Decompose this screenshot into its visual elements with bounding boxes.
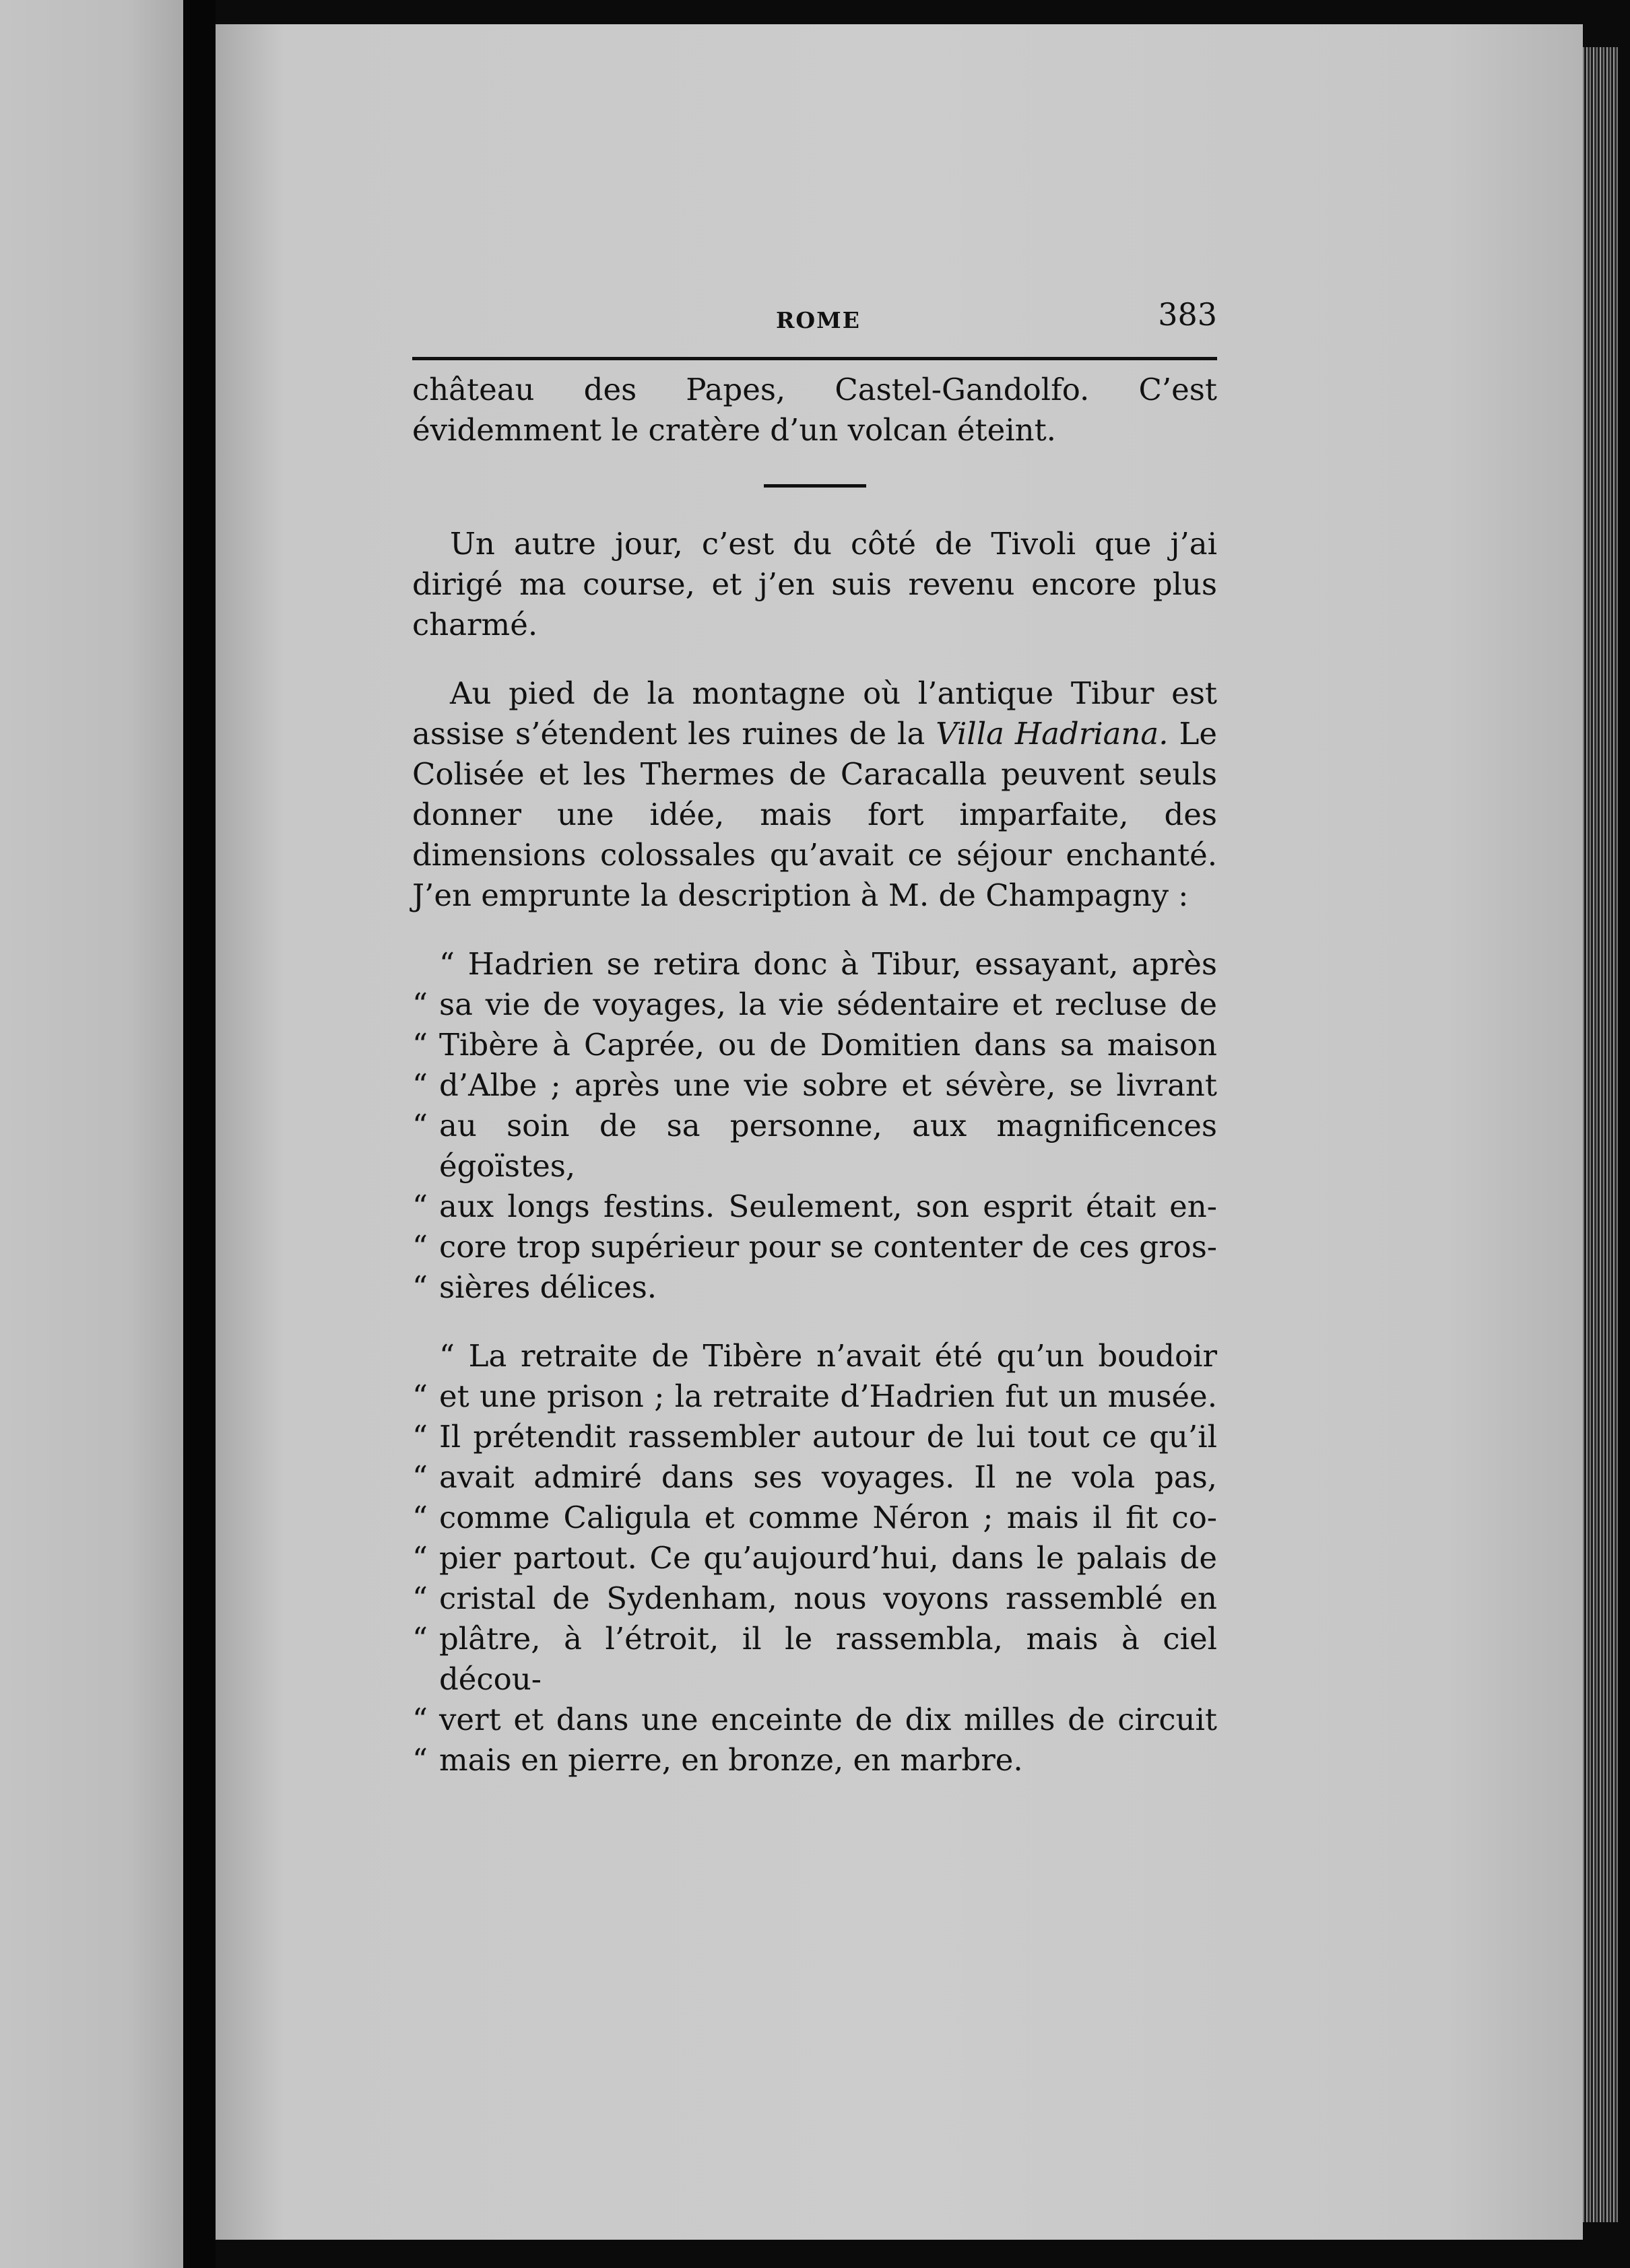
quote-mark: “ bbox=[412, 1378, 428, 1414]
quote-line: “ vert et dans une enceinte de dix milles de circuit bbox=[412, 1700, 1217, 1740]
paragraph-villa-text-2: Le Colisée et les Thermes de Caracalla peuvent seuls donner une idée, mais fort imparfaite, des dimensions colossales qu’avait ce séjour enchanté. J’en emprunte la description à M. de Champagny : bbox=[412, 716, 1217, 913]
quote-mark: “ bbox=[412, 1189, 428, 1224]
quote-mark: “ bbox=[412, 1500, 428, 1535]
quote-line: “ sa vie de voyages, la vie sédentaire et recluse de bbox=[412, 985, 1217, 1025]
running-head bbox=[412, 296, 1217, 343]
paragraph-villa-hadriana bbox=[412, 673, 1217, 916]
quotation-1 bbox=[412, 944, 1217, 1308]
quote-line: “ sières délices. bbox=[412, 1267, 1217, 1308]
quote-line: “ d’Albe ; après une vie sobre et sévère, se livrant bbox=[412, 1065, 1217, 1106]
left-facing-page bbox=[0, 0, 183, 2268]
quote-line: “ pier partout. Ce qu’aujourd’hui, dans le palais de bbox=[412, 1538, 1217, 1578]
paragraph-continuation: château des Papes, Castel-Gandolfo. C’est évidemment le cratère d’un volcan éteint. bbox=[412, 372, 1217, 448]
quote-line: “ plâtre, à l’étroit, il le rassembla, mais à ciel décou- bbox=[412, 1619, 1217, 1700]
quote-mark: “ bbox=[412, 1027, 428, 1063]
quotation-2 bbox=[412, 1336, 1217, 1780]
quote-line: “ Il prétendit rassembler autour de lui tout ce qu’il bbox=[412, 1417, 1217, 1457]
quote-line: “ au soin de sa personne, aux magnificences égoïstes, bbox=[412, 1106, 1217, 1187]
quote-mark: “ bbox=[412, 1540, 428, 1576]
quote-line: “ core trop supérieur pour se contenter de ces gros- bbox=[412, 1227, 1217, 1267]
villa-hadriana-italic: Villa Hadriana. bbox=[936, 716, 1169, 752]
quote-mark: “ bbox=[412, 1419, 428, 1455]
quote-mark: “ bbox=[412, 987, 428, 1022]
running-head-title: ROME bbox=[776, 307, 861, 333]
quote-line: “ avait admiré dans ses voyages. Il ne vola pas, bbox=[412, 1457, 1217, 1498]
book-gutter bbox=[183, 0, 216, 2268]
page-number: 383 bbox=[1158, 296, 1217, 333]
quote-line: “ La retraite de Tibère n’avait été qu’un boudoir bbox=[439, 1338, 1217, 1374]
quote-line: “ mais en pierre, en bronze, en marbre. bbox=[412, 1740, 1217, 1780]
paragraph-villa-text-1: Au pied de la montagne où l’antique Tibur est assise s’étendent les ruines de la bbox=[412, 675, 1217, 752]
quote-line: “ aux longs festins. Seulement, son esprit était en- bbox=[412, 1187, 1217, 1227]
quote-mark: “ bbox=[412, 1229, 428, 1265]
body-text bbox=[412, 370, 1217, 1780]
quote-line: “ cristal de Sydenham, nous voyons rassemblé en bbox=[412, 1578, 1217, 1619]
quote-mark: “ bbox=[412, 1702, 428, 1737]
paragraph-tivoli: Un autre jour, c’est du côté de Tivoli que j’ai dirigé ma course, et j’en suis revenu encore plus charmé. bbox=[412, 526, 1217, 642]
quote-mark: “ bbox=[412, 1742, 428, 1778]
header-rule bbox=[412, 357, 1217, 360]
section-separator bbox=[764, 484, 866, 488]
quote-mark: “ bbox=[412, 1621, 428, 1657]
page-content bbox=[412, 296, 1217, 1780]
quote-mark: “ bbox=[412, 1269, 428, 1305]
quote-mark: “ bbox=[412, 1067, 428, 1103]
quote-line: “ et une prison ; la retraite d’Hadrien fut un musée. bbox=[412, 1376, 1217, 1417]
quote-line: “ Hadrien se retira donc à Tibur, essayant, après bbox=[439, 946, 1217, 982]
quote-mark: “ bbox=[412, 1108, 428, 1143]
quote-mark: “ bbox=[412, 1459, 428, 1495]
quote-line: “ comme Caligula et comme Néron ; mais il fit co- bbox=[412, 1498, 1217, 1538]
quote-mark: “ bbox=[412, 1580, 428, 1616]
page-edges bbox=[1583, 47, 1618, 2222]
quote-line: “ Tibère à Caprée, ou de Domitien dans sa maison bbox=[412, 1025, 1217, 1065]
